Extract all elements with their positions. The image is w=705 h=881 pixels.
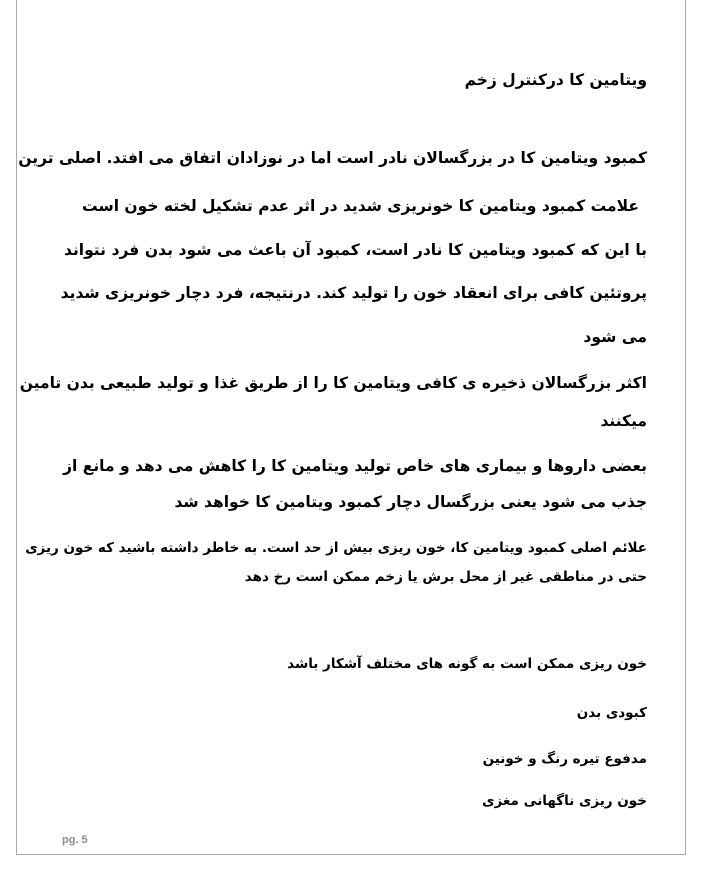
- page-number: pg. 5: [62, 834, 88, 846]
- paragraph-3-line-1: اکثر بزرگسالان ذخیره ی کافی ویتامین کا را از طریق غذا و تولید طبیعی بدن تامین: [19, 374, 647, 392]
- paragraph-2-line-3: می شود: [583, 328, 647, 346]
- list-item-brain-bleeding: خون ریزی ناگهانی مغزی: [482, 793, 647, 809]
- paragraph-5-line-1: علائم اصلی کمبود ویتامین کا، خون ریزی بیش از حد است. به خاطر داشته باشید که خون ریزی: [25, 540, 647, 556]
- paragraph-1-line-2: علامت کمبود ویتامین کا خونریزی شدید در اثر عدم تشکیل لخته خون است: [82, 197, 639, 215]
- document-title: ویتامین کا درکنترل زخم: [464, 71, 647, 89]
- paragraph-5-line-2: حتی در مناطقی غیر از محل برش یا زخم ممکن است رخ دهد: [244, 569, 647, 585]
- paragraph-1-line-1: کمبود ویتامین کا در بزرگسالان نادر است اما در نوزادان اتفاق می افتد. اصلی ترین: [18, 149, 647, 167]
- list-intro: خون ریزی ممکن است به گونه های مختلف آشکار باشد: [287, 656, 647, 672]
- list-item-bruising: کبودی بدن: [576, 705, 647, 721]
- list-item-dark-stool: مدفوع تیره رنگ و خونین: [482, 751, 647, 767]
- paragraph-4-line-1: بعضی داروها و بیماری های خاص تولید ویتامین کا را کاهش می دهد و مانع از: [63, 457, 647, 475]
- paragraph-2-line-1: با این که کمبود ویتامین کا نادر است، کمبود آن باعث می شود بدن فرد نتواند: [64, 241, 647, 259]
- paragraph-3-line-2: میکنند: [600, 412, 647, 430]
- paragraph-4-line-2: جذب می شود یعنی بزرگسال دچار کمبود ویتامین کا خواهد شد: [174, 493, 647, 511]
- paragraph-2-line-2: پروتئین کافی برای انعقاد خون را تولید کند. درنتیجه، فرد دچار خونریزی شدید: [60, 284, 647, 302]
- page-frame: [16, 0, 686, 855]
